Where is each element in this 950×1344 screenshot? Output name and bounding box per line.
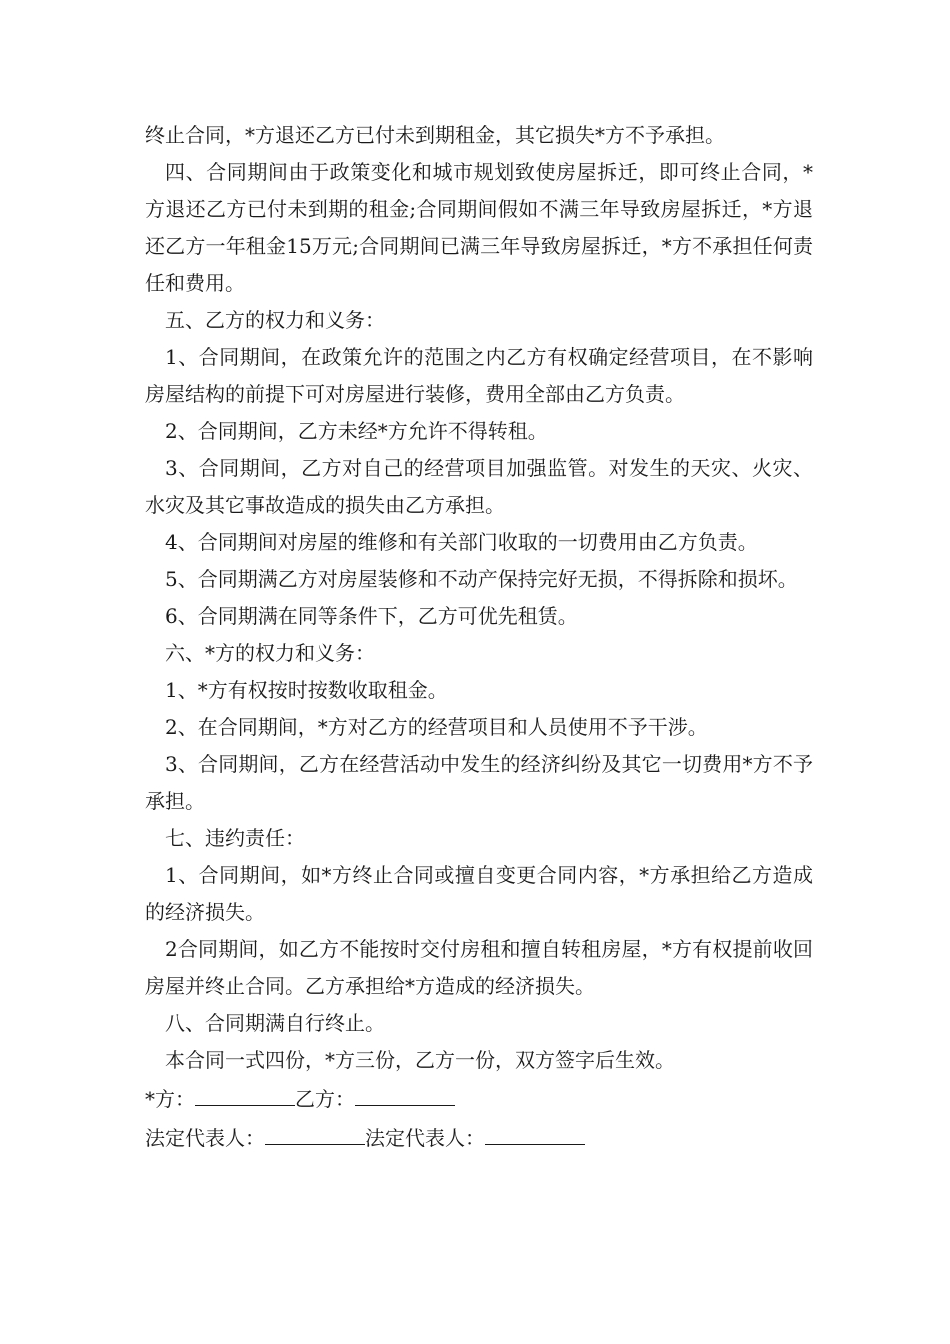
signature-line-parties — [145, 1079, 813, 1118]
paragraph: 1、*方有权按时按数收取租金。 — [165, 678, 448, 702]
paragraph: 3、合同期间，乙方对自己的经营项目加强监管。对发生的天灾、火灾、水灾及其它事故造成的损失由乙方承担。 — [145, 456, 813, 517]
paragraph: 终止合同，*方退还乙方已付未到期租金，其它损失*方不予承担。 — [145, 123, 725, 147]
paragraph: 5、合同期满乙方对房屋装修和不动产保持完好无损，不得拆除和损坏。 — [165, 567, 798, 591]
party-a-label: *方： — [145, 1087, 195, 1111]
signature-line-representatives — [145, 1118, 813, 1157]
paragraph: 本合同一式四份，*方三份，乙方一份，双方签字后生效。 — [165, 1048, 675, 1072]
paragraph: 6、合同期满在同等条件下，乙方可优先租赁。 — [165, 604, 578, 628]
paragraph: 四、合同期间由于政策变化和城市规划致使房屋拆迁，即可终止合同，*方退还乙方已付未到期的租金;合同期间假如不满三年导致房屋拆迁，*方退还乙方一年租金15万元;合同期间已满三年导致房屋拆迁，*方不承担任何责任和费用。 — [145, 160, 813, 295]
paragraph: 1、合同期间，在政策允许的范围之内乙方有权确定经营项目，在不影响房屋结构的前提下可对房屋进行装修，费用全部由乙方负责。 — [145, 345, 813, 406]
paragraph: 2、在合同期间，*方对乙方的经营项目和人员使用不予干涉。 — [165, 715, 708, 739]
party-b-label: 乙方： — [295, 1087, 355, 1111]
paragraph: 3、合同期间，乙方在经营活动中发生的经济纠纷及其它一切费用*方不予承担。 — [145, 752, 813, 813]
paragraph: 1、合同期间，如*方终止合同或擅自变更合同内容，*方承担给乙方造成的经济损失。 — [145, 863, 813, 924]
rep-a-signature-blank — [265, 1118, 365, 1145]
paragraph: 2合同期间，如乙方不能按时交付房租和擅自转租房屋，*方有权提前收回房屋并终止合同。乙方承担给*方造成的经济损失。 — [145, 937, 813, 998]
document-body — [145, 117, 813, 1157]
section-heading: 六、*方的权力和义务： — [165, 641, 375, 665]
paragraph: 2、合同期间，乙方未经*方允许不得转租。 — [165, 419, 548, 443]
section-heading: 八、合同期满自行终止。 — [165, 1011, 385, 1035]
party-a-signature-blank — [195, 1079, 295, 1106]
paragraph: 4、合同期间对房屋的维修和有关部门收取的一切费用由乙方负责。 — [165, 530, 758, 554]
rep-b-label: 法定代表人： — [365, 1126, 485, 1150]
party-b-signature-blank — [355, 1079, 455, 1106]
rep-b-signature-blank — [485, 1118, 585, 1145]
rep-a-label: 法定代表人： — [145, 1126, 265, 1150]
section-heading: 七、违约责任： — [165, 826, 305, 850]
section-heading: 五、乙方的权力和义务： — [165, 308, 385, 332]
